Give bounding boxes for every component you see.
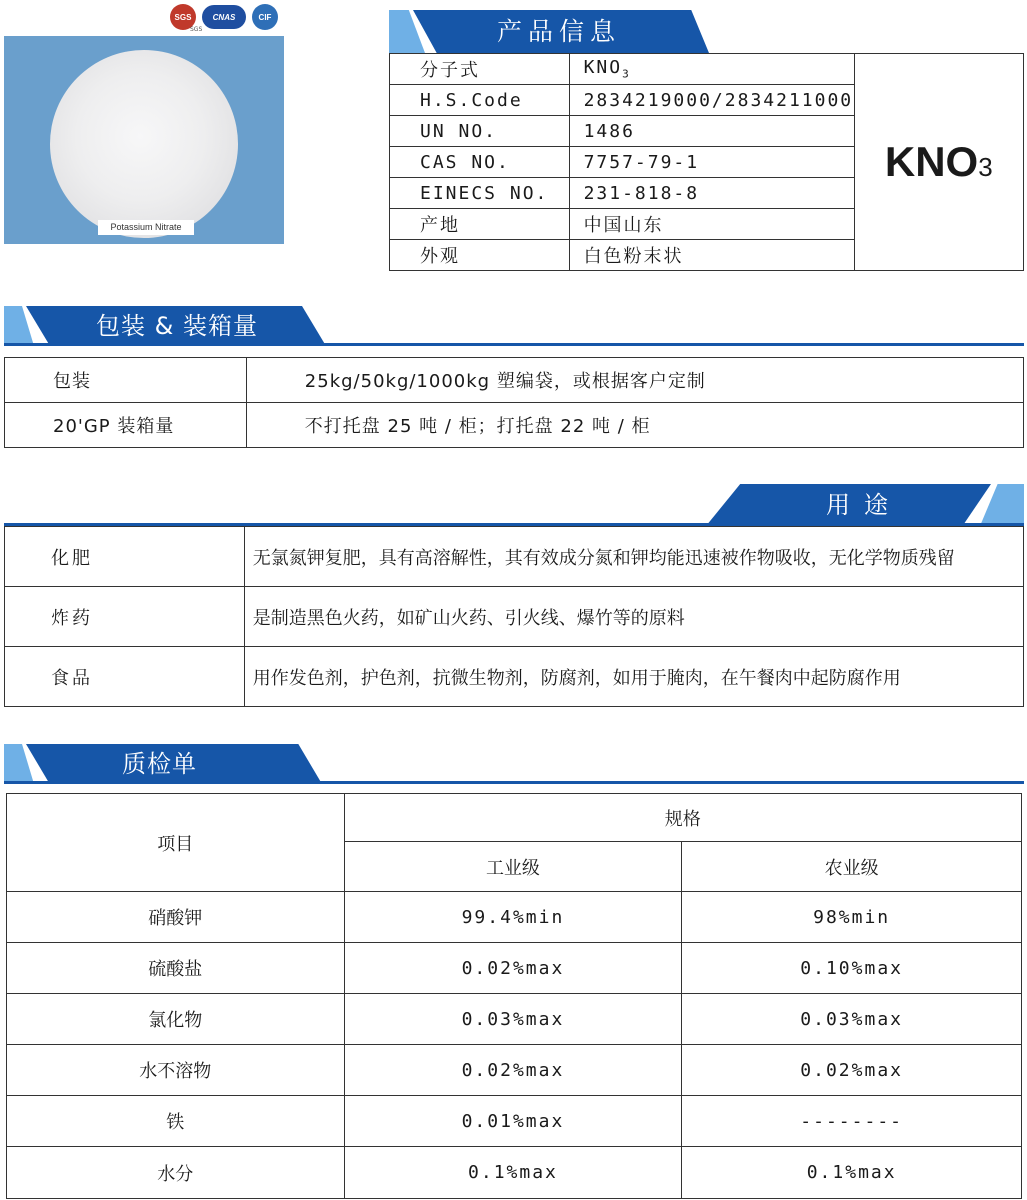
qc-rule bbox=[4, 781, 1024, 784]
sgs-logo-caption: SGS bbox=[190, 26, 203, 33]
qc-table bbox=[6, 793, 1022, 1199]
qc-header-item: 项目 bbox=[7, 794, 345, 892]
cif-logo: CIF bbox=[252, 4, 278, 30]
product-photo-caption: Potassium Nitrate bbox=[98, 220, 194, 235]
qc-banner bbox=[4, 744, 1024, 784]
formula-display bbox=[854, 54, 1023, 271]
qc-agricultural-value: 0.10%max bbox=[682, 943, 1022, 994]
table-row bbox=[7, 1147, 1022, 1199]
info-label: UN NO. bbox=[390, 116, 570, 147]
packaging-label: 包装 bbox=[5, 358, 247, 403]
qc-item: 水不溶物 bbox=[7, 1045, 345, 1096]
qc-industrial-value: 0.01%max bbox=[344, 1096, 682, 1147]
qc-industrial-value: 0.03%max bbox=[344, 994, 682, 1045]
qc-agricultural-value: 0.02%max bbox=[682, 1045, 1022, 1096]
usage-label: 化肥 bbox=[5, 527, 245, 587]
cnas-logo: CNAS bbox=[202, 5, 246, 29]
info-value: 7757-79-1 bbox=[569, 147, 854, 178]
table-row bbox=[7, 794, 1022, 842]
product-photo bbox=[4, 36, 284, 244]
formula-text: KNO bbox=[583, 57, 623, 79]
table-row bbox=[7, 994, 1022, 1045]
usage-value: 无氯氮钾复肥，具有高溶解性，其有效成分氮和钾均能迅速被作物吸收，无化学物质残留 bbox=[244, 527, 1023, 587]
info-value: 2834219000/2834211000 bbox=[569, 85, 854, 116]
formula-display-main: KNO bbox=[884, 138, 979, 185]
qc-item: 氯化物 bbox=[7, 994, 345, 1045]
info-label: H.S.Code bbox=[390, 85, 570, 116]
certification-logos bbox=[170, 4, 278, 30]
packaging-value: 25kg/50kg/1000kg 塑编袋，或根据客户定制 bbox=[246, 358, 1023, 403]
qc-header-industrial: 工业级 bbox=[344, 842, 682, 892]
table-row bbox=[5, 647, 1024, 707]
packaging-title: 包装 & 装箱量 bbox=[96, 312, 258, 340]
table-row bbox=[390, 54, 1024, 85]
packaging-table bbox=[4, 357, 1024, 448]
info-value: 231-818-8 bbox=[569, 178, 854, 209]
info-label: EINECS NO. bbox=[390, 178, 570, 209]
table-row bbox=[5, 358, 1024, 403]
qc-industrial-value: 99.4%min bbox=[344, 892, 682, 943]
table-row bbox=[7, 1045, 1022, 1096]
qc-industrial-value: 0.1%max bbox=[344, 1147, 682, 1199]
qc-item: 水分 bbox=[7, 1147, 345, 1199]
product-info-banner bbox=[389, 10, 709, 53]
qc-agricultural-value: 98%min bbox=[682, 892, 1022, 943]
table-row bbox=[5, 527, 1024, 587]
info-label: 产地 bbox=[390, 209, 570, 240]
formula-display-sub: 3 bbox=[978, 152, 993, 182]
qc-header-agricultural: 农业级 bbox=[682, 842, 1022, 892]
usage-label: 炸药 bbox=[5, 587, 245, 647]
qc-item: 铁 bbox=[7, 1096, 345, 1147]
qc-item: 硝酸钾 bbox=[7, 892, 345, 943]
info-label: CAS NO. bbox=[390, 147, 570, 178]
sgs-logo: SGS bbox=[170, 4, 196, 30]
table-row bbox=[7, 1096, 1022, 1147]
usage-title: 用途 bbox=[826, 491, 902, 519]
usage-banner bbox=[706, 484, 1024, 526]
packaging-label: 20'GP 装箱量 bbox=[5, 403, 247, 448]
info-value: 白色粉末状 bbox=[569, 240, 854, 271]
powder-image bbox=[50, 50, 238, 238]
usage-label: 食品 bbox=[5, 647, 245, 707]
qc-agricultural-value: 0.1%max bbox=[682, 1147, 1022, 1199]
formula-subscript: 3 bbox=[622, 67, 631, 81]
packaging-rule bbox=[4, 343, 1024, 346]
qc-industrial-value: 0.02%max bbox=[344, 1045, 682, 1096]
qc-item: 硫酸盐 bbox=[7, 943, 345, 994]
packaging-value: 不打托盘 25 吨 / 柜；打托盘 22 吨 / 柜 bbox=[246, 403, 1023, 448]
usage-value: 是制造黑色火药，如矿山火药、引火线、爆竹等的原料 bbox=[244, 587, 1023, 647]
product-info-table bbox=[389, 53, 1024, 271]
qc-industrial-value: 0.02%max bbox=[344, 943, 682, 994]
product-info-title: 产品信息 bbox=[497, 17, 622, 46]
usage-table bbox=[4, 526, 1024, 707]
table-row bbox=[7, 892, 1022, 943]
qc-title: 质检单 bbox=[122, 750, 197, 778]
info-label: 外观 bbox=[390, 240, 570, 271]
qc-agricultural-value: 0.03%max bbox=[682, 994, 1022, 1045]
info-value bbox=[569, 54, 854, 85]
info-label: 分子式 bbox=[390, 54, 570, 85]
table-row bbox=[5, 403, 1024, 448]
table-row bbox=[7, 943, 1022, 994]
usage-value: 用作发色剂，护色剂，抗微生物剂，防腐剂，如用于腌肉，在午餐肉中起防腐作用 bbox=[244, 647, 1023, 707]
qc-header-spec: 规格 bbox=[344, 794, 1021, 842]
qc-agricultural-value: -------- bbox=[682, 1096, 1022, 1147]
info-value: 中国山东 bbox=[569, 209, 854, 240]
table-row bbox=[5, 587, 1024, 647]
info-value: 1486 bbox=[569, 116, 854, 147]
packaging-banner bbox=[4, 306, 1024, 346]
